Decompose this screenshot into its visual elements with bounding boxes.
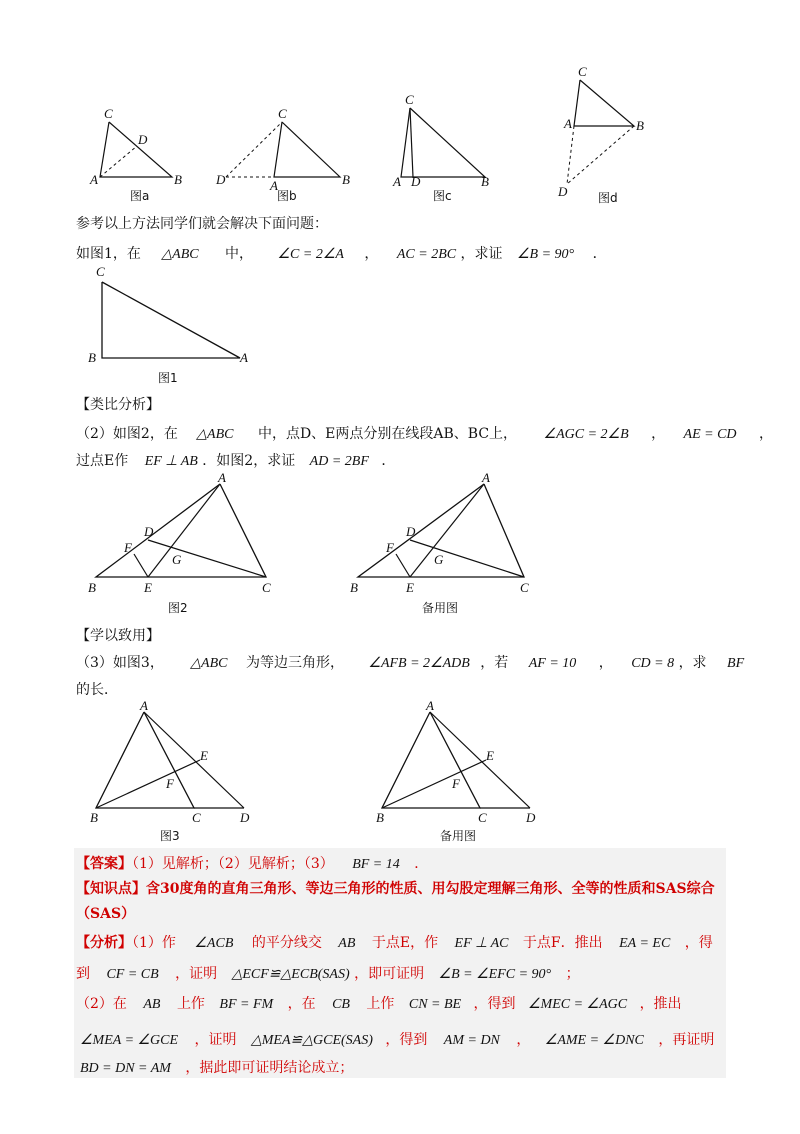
analysis-line2: 到 CF = CB ，证明 △ECF≌△ECB(SAS) ，即可证明 ∠B = ∠EFC = 90° ； (76, 966, 580, 982)
svg-text:D: D (138, 132, 148, 147)
svg-text:B: B (376, 810, 384, 825)
q2-line1: （2）如图2，在 △ABC 中，点D、E两点分别在线段AB、BC上， ∠AGC = 2∠B ， AE = CD ， (76, 426, 773, 442)
svg-text:B: B (350, 580, 358, 595)
q1-line: 如图1，在 △ABC 中， ∠C = 2∠A ， AC = 2BC ，求证 ∠B = 90° ． (76, 246, 607, 262)
answer-line: 【答案】（1）见解析；（2）见解析；（3） BF = 14 ． (76, 856, 429, 872)
svg-text:B: B (88, 580, 96, 595)
analysis-line1: 【分析】（1）作 ∠ACB 的平分线交 AB 于点E，作 EF ⊥ AC 于点F．推出 EA = EC ，得 (76, 935, 713, 951)
figure-b (210, 100, 360, 210)
figure-2 (84, 472, 284, 620)
svg-text:B: B (636, 118, 644, 133)
svg-text:D: D (240, 810, 250, 825)
svg-text:图b: 图b (277, 189, 297, 203)
svg-text:备用图: 备用图 (422, 601, 459, 615)
svg-text:E: E (200, 748, 208, 763)
svg-text:A: A (90, 172, 98, 187)
knowledge-line2: （SAS） (76, 906, 136, 922)
q3-line2: 的长． (76, 682, 118, 698)
figure-d (550, 62, 660, 212)
svg-text:B: B (174, 172, 182, 187)
svg-text:备用图: 备用图 (440, 829, 477, 843)
section2-heading: 【类比分析】 (76, 397, 160, 413)
svg-text:F: F (452, 776, 460, 791)
svg-text:C: C (578, 64, 587, 79)
svg-text:F: F (386, 540, 394, 555)
svg-text:C: C (478, 810, 487, 825)
svg-text:图c: 图c (433, 189, 452, 203)
analysis-line4: ∠MEA = ∠GCE ，证明 △MEA≌△GCE(SAS) ，得到 AM = DN ， ∠AME = ∠DNC ，再证明 (80, 1032, 715, 1048)
svg-text:C: C (262, 580, 271, 595)
svg-text:B: B (481, 174, 489, 189)
svg-text:图d: 图d (598, 191, 618, 205)
svg-text:E: E (406, 580, 414, 595)
svg-text:A: A (140, 698, 148, 713)
svg-text:D: D (406, 524, 416, 539)
knowledge-line: 【知识点】含30度角的直角三角形、等边三角形的性质、用勾股定理解三角形、全等的性质和SAS综合 (76, 881, 715, 897)
svg-text:A: A (393, 174, 401, 189)
svg-text:B: B (88, 350, 96, 365)
svg-text:D: D (411, 174, 421, 189)
svg-text:图3: 图3 (160, 829, 180, 843)
intro-text: 参考以上方法同学们就会解决下面问题： (76, 216, 328, 232)
section3-heading: 【学以致用】 (76, 628, 160, 644)
figure-a (80, 100, 200, 210)
svg-text:A: A (218, 472, 226, 485)
svg-text:C: C (192, 810, 201, 825)
svg-text:C: C (405, 92, 414, 107)
svg-text:B: B (342, 172, 350, 187)
q2-line2: 过点E作 EF ⊥ AB ．如图2，求证 AD = 2BF ． (76, 453, 396, 469)
svg-text:C: C (104, 106, 113, 121)
figure-2-spare (346, 472, 546, 620)
svg-text:D: D (558, 184, 568, 199)
svg-text:B: B (90, 810, 98, 825)
svg-text:G: G (434, 552, 444, 567)
svg-text:E: E (144, 580, 152, 595)
svg-text:图a: 图a (130, 189, 150, 203)
svg-text:A: A (270, 178, 278, 193)
svg-text:F: F (166, 776, 174, 791)
svg-text:D: D (526, 810, 536, 825)
figure-c (385, 90, 505, 210)
q3-line1: （3）如图3， △ABC 为等边三角形， ∠AFB = 2∠ADB ，若 AF = 10 ， CD = 8 ，求 BF (76, 655, 745, 671)
svg-text:C: C (278, 106, 287, 121)
svg-text:C: C (96, 264, 105, 279)
svg-text:A: A (240, 350, 248, 365)
figure-3 (84, 698, 264, 846)
svg-text:E: E (486, 748, 494, 763)
svg-text:A: A (426, 698, 434, 713)
svg-text:图1: 图1 (158, 371, 178, 385)
svg-text:D: D (144, 524, 154, 539)
figure-1 (84, 264, 264, 390)
analysis-line5: BD = DN = AM ，据此即可证明结论成立； (80, 1060, 354, 1076)
analysis-line3: （2）在 AB 上作 BF = FM ，在 CB 上作 CN = BE ，得到 ∠MEC = ∠AGC ，推出 (76, 996, 682, 1012)
svg-text:A: A (564, 116, 572, 131)
svg-text:F: F (124, 540, 132, 555)
svg-text:图2: 图2 (168, 601, 188, 615)
figure-3-spare (370, 698, 550, 846)
svg-text:G: G (172, 552, 182, 567)
svg-text:A: A (482, 472, 490, 485)
svg-text:D: D (216, 172, 226, 187)
svg-text:C: C (520, 580, 529, 595)
